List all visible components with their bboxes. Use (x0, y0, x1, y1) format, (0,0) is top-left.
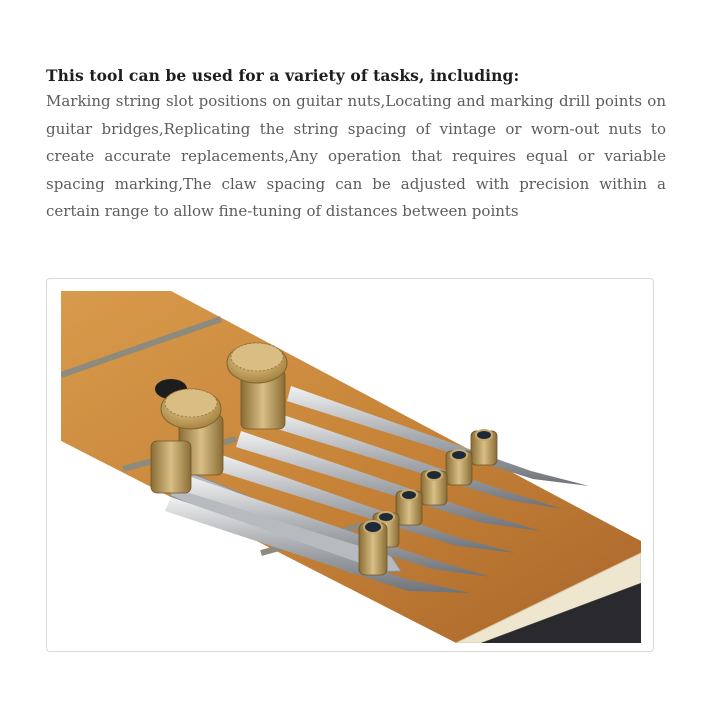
description-body: Marking string slot positions on guitar nuts,Locating and marking drill points on guitar bridges,Replicating the string spacing of vintage or worn-out nuts to create accurate replacements,Any operation that requires equal or variable spacing marking,The claw spacing can be adjusted with precision within a certain range to allow fine-tuning of distances between points (46, 92, 666, 220)
knurled-knob-icon (227, 343, 287, 383)
product-photo (61, 291, 641, 643)
product-description (46, 66, 666, 226)
description-heading: This tool can be used for a variety of tasks, including: (46, 66, 520, 85)
knurled-knob-icon (161, 389, 221, 429)
product-photo-frame (46, 278, 654, 652)
